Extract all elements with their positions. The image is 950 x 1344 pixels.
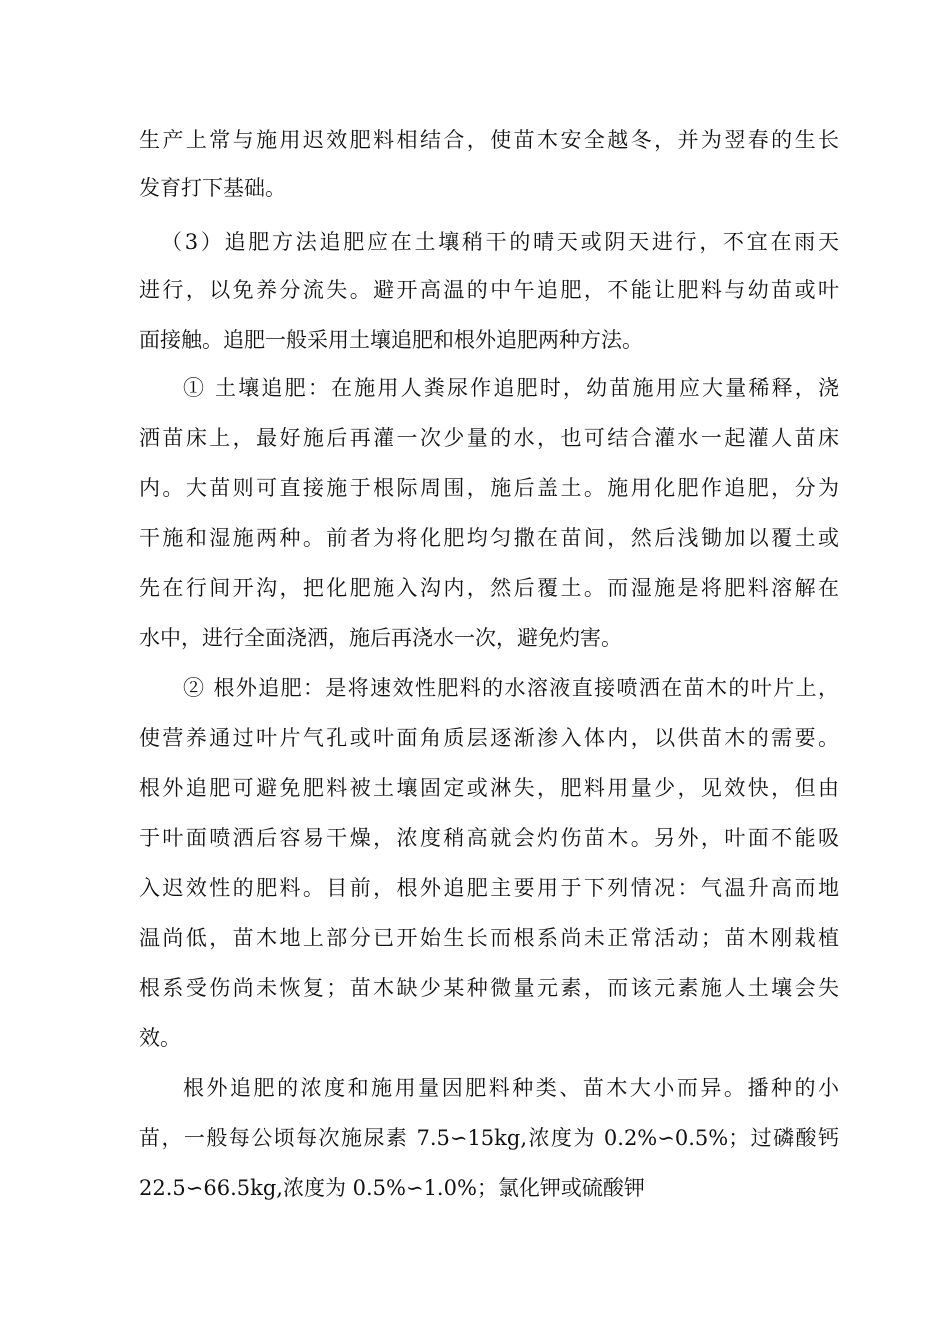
text-line: 生产上常与施用迟效肥料相结合，使苗木安全越冬，并为翌春的生长	[139, 128, 839, 152]
text-line: ① 土壤追肥：在施用人粪尿作追肥时，幼苗施用应大量稀释，浇	[183, 376, 839, 400]
text-line: 使营养通过叶片气孔或叶面角质层逐渐渗入体内，以供苗木的需要。	[139, 726, 839, 750]
text-line: 温尚低，苗木地上部分已开始生长而根系尚未正常活动；苗木刚栽植	[139, 926, 839, 950]
text-line: 苗，一般每公顷每次施尿素 7.5∽15kg,浓度为 0.2%∽0.5%；过磷酸钙	[139, 1126, 839, 1150]
text-line: 于叶面喷洒后容易干燥，浓度稍高就会灼伤苗木。另外，叶面不能吸	[139, 826, 839, 850]
text-line: 根外追肥可避免肥料被土壤固定或淋失，肥料用量少，见效快，但由	[139, 776, 839, 800]
text-line: 干施和湿施两种。前者为将化肥均匀撒在苗间，然后浅锄加以覆土或	[139, 526, 839, 550]
text-line: 22.5∽66.5kg,浓度为 0.5%∽1.0%；氯化钾或硫酸钾	[139, 1176, 645, 1200]
text-line: 先在行间开沟，把化肥施入沟内，然后覆土。而湿施是将肥料溶解在	[139, 576, 839, 600]
text-line: 入迟效性的肥料。目前，根外追肥主要用于下列情况：气温升高而地	[139, 876, 839, 900]
text-line: 洒苗床上，最好施后再灌一次少量的水，也可结合灌水一起灌人苗床	[139, 426, 839, 450]
text-line: 进行，以免养分流失。避开高温的中午追肥，不能让肥料与幼苗或叶	[139, 278, 839, 302]
text-line: ② 根外追肥：是将速效性肥料的水溶液直接喷洒在苗木的叶片上，	[183, 676, 839, 700]
text-line: （3）追肥方法追肥应在土壤稍干的晴天或阴天进行，不宜在雨天	[161, 230, 839, 254]
text-line: 效。	[139, 1026, 181, 1050]
text-line: 发育打下基础。	[139, 176, 286, 200]
text-line: 水中，进行全面浇洒，施后再浇水一次，避免灼害。	[139, 626, 622, 650]
text-line: 面接触。追肥一般采用土壤追肥和根外追肥两种方法。	[139, 328, 643, 352]
text-line: 根外追肥的浓度和施用量因肥料种类、苗木大小而异。播种的小	[183, 1076, 839, 1100]
text-line: 内。大苗则可直接施于根际周围，施后盖土。施用化肥作追肥，分为	[139, 476, 839, 500]
text-line: 根系受伤尚未恢复；苗木缺少某种微量元素，而该元素施人土壤会失	[139, 976, 839, 1000]
